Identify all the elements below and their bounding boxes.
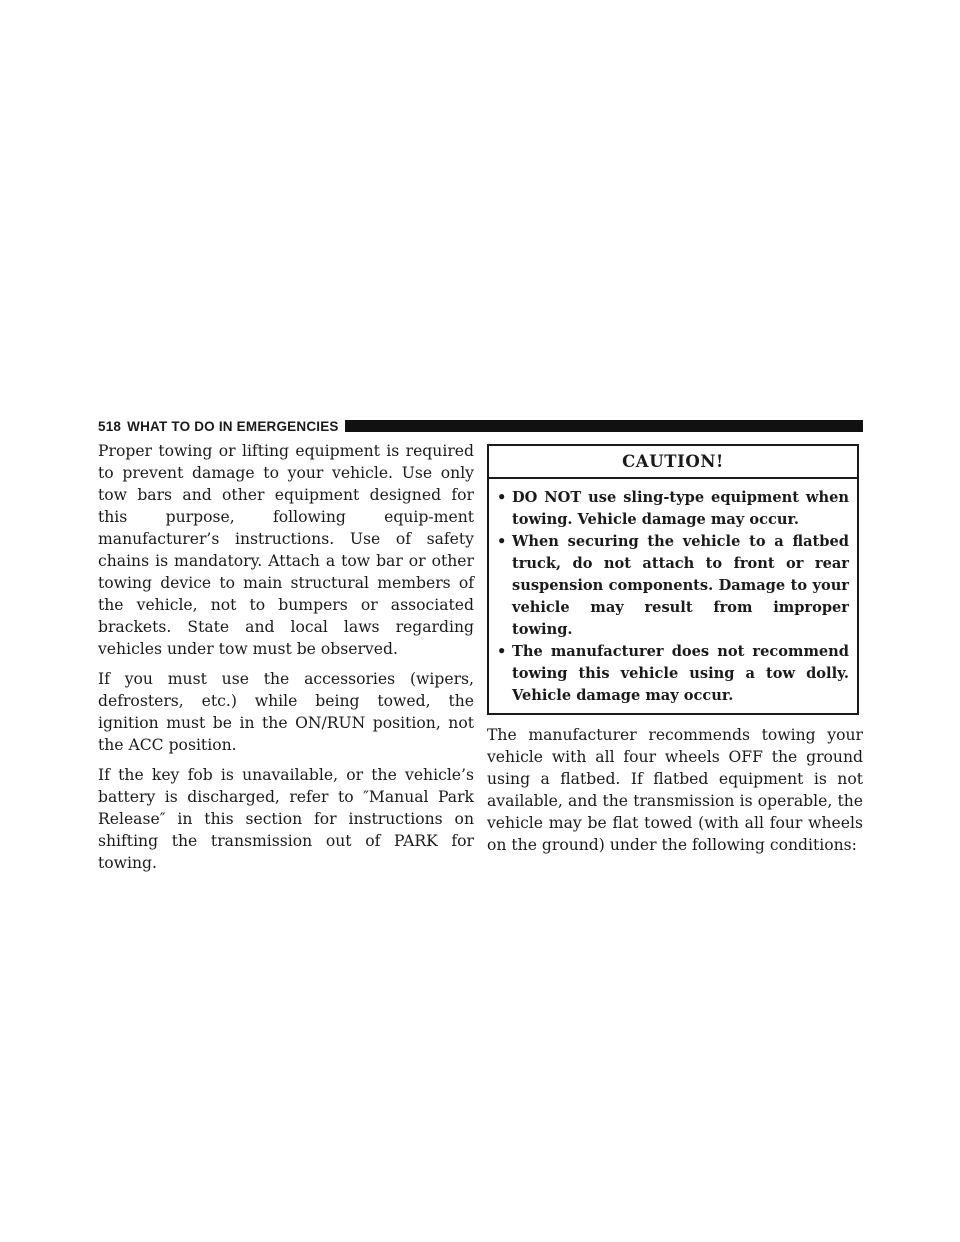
caution-item-text: When securing the vehicle to a flatbed truck, do not attach to front or rear suspension components. Damage to your vehicle may result from improper towing. [512,533,849,638]
paragraph-accessories: If you must use the accessories (wipers, defrosters, etc.) while being towed, the ignition must be in the ON/RUN position, not the ACC position. [98,670,474,754]
bullet-icon: • [497,489,507,506]
left-column [98,440,474,882]
page-header [98,416,863,436]
paragraph-towing-equipment: Proper towing or lifting equipment is required to prevent damage to your vehicle. Use only tow bars and other equipment designed for this purpose, following equip-ment manufacturer’s instructions. Use of safety chains is mandatory. Attach a tow bar or other towing device to main structural members of the vehicle, not to bumpers or associated brackets. State and local laws regarding vehicles under tow must be observed. [98,442,474,658]
section-title: WHAT TO DO IN EMERGENCIES [127,418,339,434]
page-number: 518 [98,418,122,434]
caution-item [497,641,849,707]
caution-item [497,487,849,531]
caution-box [487,444,859,715]
caution-item [497,531,849,641]
caution-list [489,479,857,713]
caution-item-text: DO NOT use sling-type equipment when towing. Vehicle damage may occur. [512,489,849,528]
bullet-icon: • [497,533,507,550]
paragraph-key-fob: If the key fob is unavailable, or the vehicle’s battery is discharged, refer to ″Manual Park Release″ in this section for instructions on shifting the transmission out of PARK for towing. [98,766,474,872]
caution-title: CAUTION! [489,446,857,479]
caution-item-text: The manufacturer does not recommend towing this vehicle using a tow dolly. Vehicle damage may occur. [512,643,849,704]
right-column [487,444,863,864]
paragraph-flatbed-recommendation: The manufacturer recommends towing your vehicle with all four wheels OFF the ground using a flatbed. If flatbed equipment is not available, and the transmission is operable, the vehicle may be flat towed (with all four wheels on the ground) under the following conditions: [487,726,863,854]
bullet-icon: • [497,643,507,660]
header-rule [345,420,863,432]
